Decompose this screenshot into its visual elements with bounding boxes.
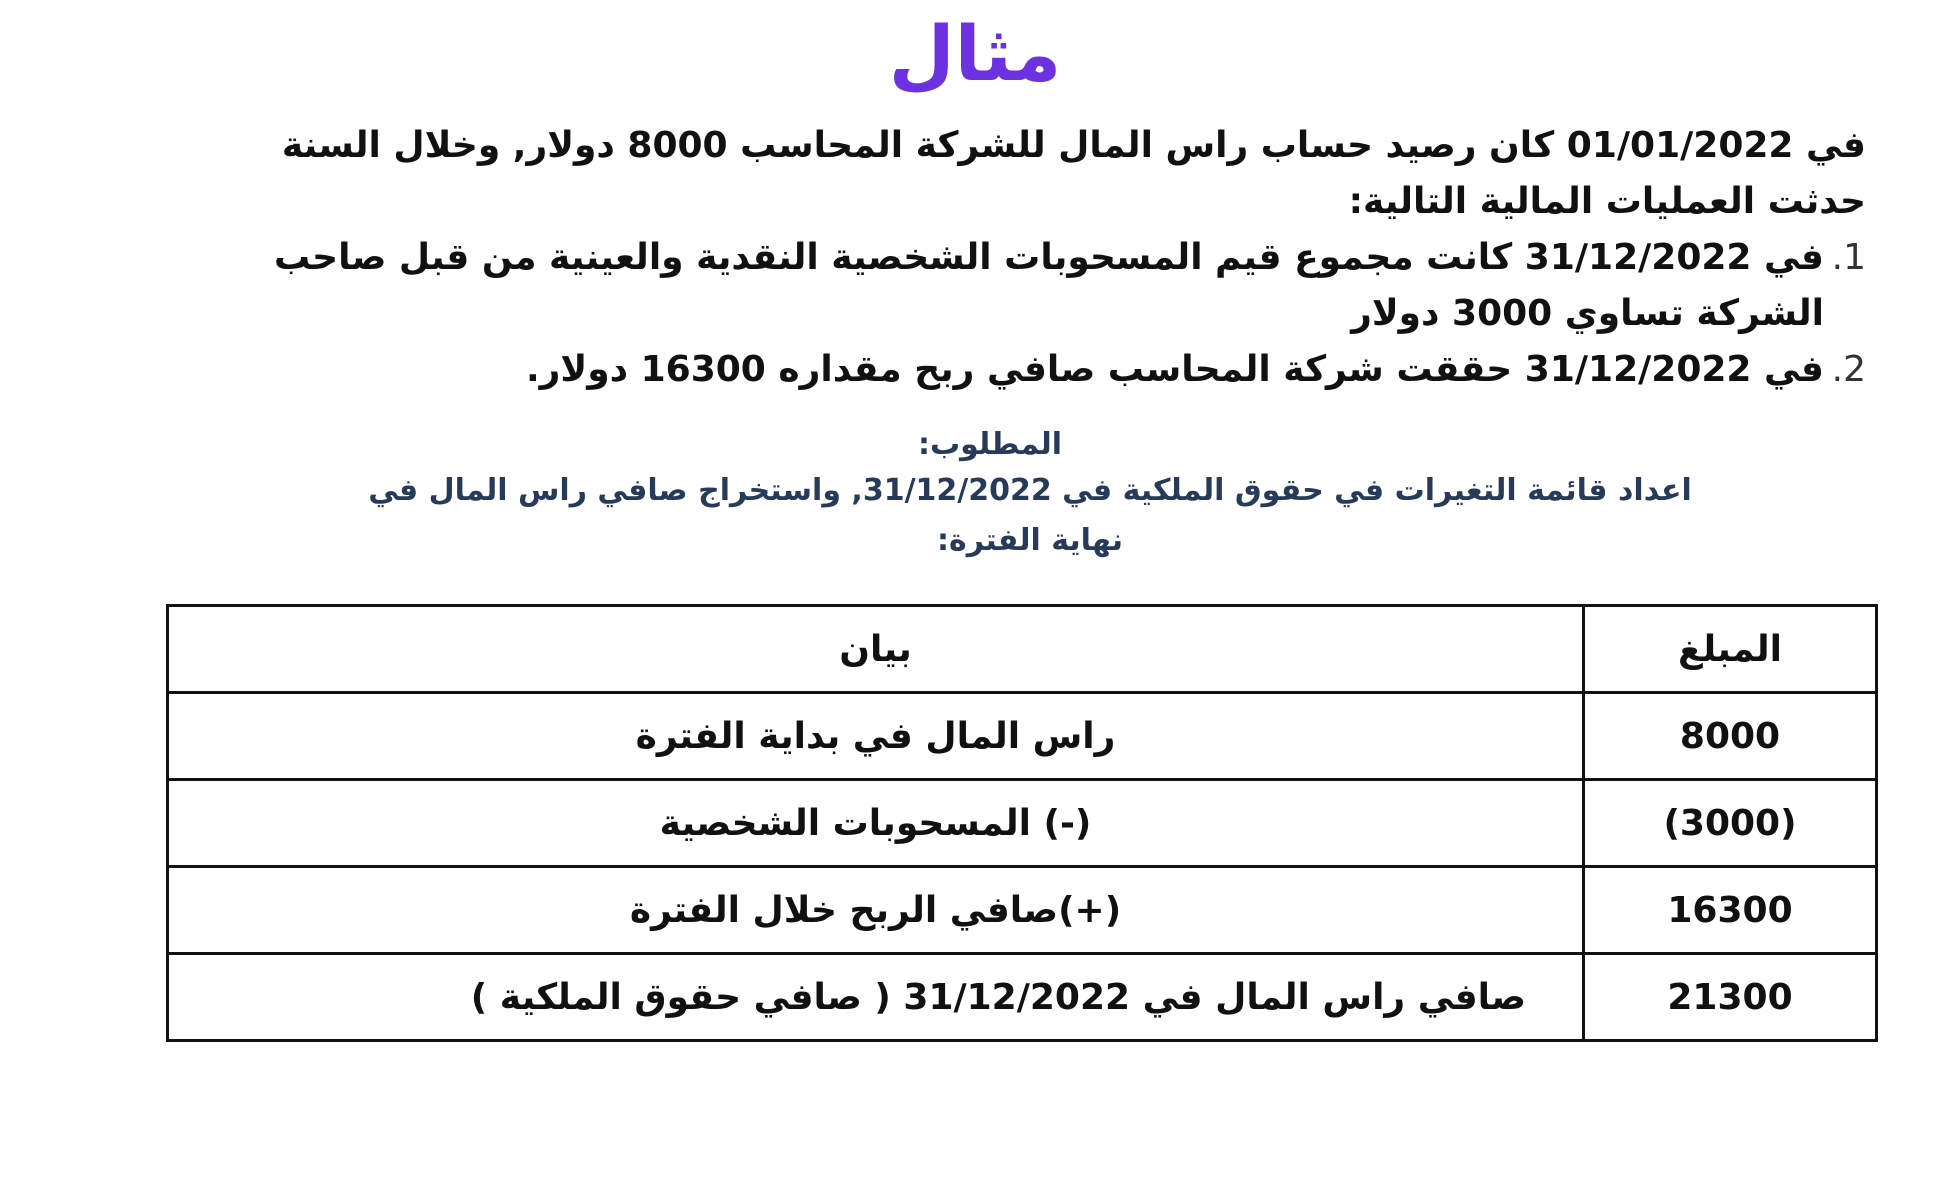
cell-description: صافي راس المال في 31/12/2022 ( صافي حقوق الملكية ) — [168, 954, 1584, 1041]
cell-amount — [1584, 867, 1877, 954]
cell-amount — [1584, 954, 1877, 1041]
equity-changes-table — [166, 604, 1878, 1042]
cell-description: راس المال في بداية الفترة — [168, 693, 1584, 780]
amount-value: 16300 — [1667, 889, 1793, 931]
requirement-heading: المطلوب: — [917, 427, 1063, 462]
amount-value: 8000 — [1679, 715, 1781, 757]
list-item — [186, 342, 1866, 398]
cell-amount — [1584, 693, 1877, 780]
slide-title: مثال — [888, 9, 1062, 98]
events-list — [186, 230, 1866, 398]
cell-amount — [1584, 780, 1877, 867]
table-row — [168, 867, 1877, 954]
list-item-number: 1 . — [1832, 230, 1866, 286]
list-item — [186, 230, 1866, 342]
table-row — [168, 954, 1877, 1041]
cell-description: (-) المسحوبات الشخصية — [168, 780, 1584, 867]
header-description: بيان — [168, 606, 1584, 693]
list-item-number: 2 . — [1832, 342, 1866, 398]
table-header-row — [168, 606, 1877, 693]
amount-value: (3000) — [1663, 802, 1797, 844]
table-row — [168, 780, 1877, 867]
header-amount: المبلغ — [1584, 606, 1877, 693]
intro-paragraph: في 01/01/2022 كان رصيد حساب راس المال للشركة المحاسب 8000 دولار, وخلال السنة حدثت العمليات المالية التالية: — [281, 125, 1866, 222]
cell-description: (+)صافي الربح خلال الفترة — [168, 867, 1584, 954]
table-row — [168, 693, 1877, 780]
amount-value: 21300 — [1667, 976, 1793, 1018]
list-item-text: في 31/12/2022 حققت شركة المحاسب صافي ربح مقداره 16300 دولار. — [526, 349, 1824, 390]
list-item-text: في 31/12/2022 كانت مجموع قيم المسحوبات الشخصية النقدية والعينية من قبل صاحب الشركة تساوي 3000 دولار — [274, 237, 1824, 334]
requirement-body: اعداد قائمة التغيرات في حقوق الملكية في 31/12/2022, واستخراج صافي راس المال في نهاية الفترة: — [368, 473, 1692, 558]
